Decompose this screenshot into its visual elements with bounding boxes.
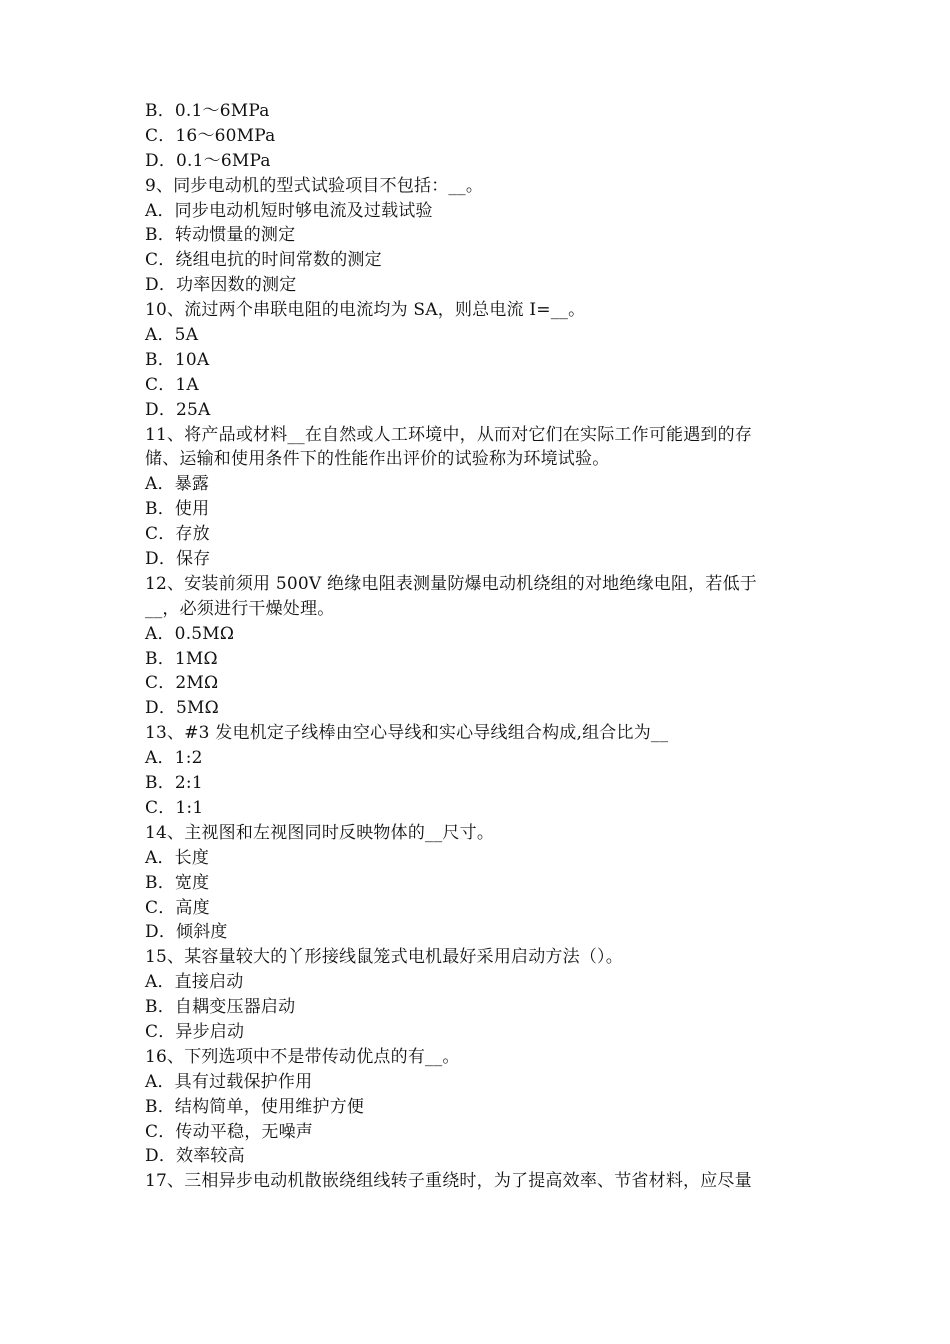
question-17: 17、三相异步电动机散嵌绕组线转子重绕时，为了提高效率、节省材料，应尽量 xyxy=(145,1171,752,1192)
question-14-option-b: B．宽度 xyxy=(145,872,210,893)
question-10-option-b: B．10A xyxy=(145,349,210,370)
question-11-continued: 储、运输和使用条件下的性能作出评价的试验称为环境试验。 xyxy=(145,449,610,470)
question-15-option-b: B．自耦变压器启动 xyxy=(145,997,296,1018)
question-12: 12、安装前须用 500V 绝缘电阻表测量防爆电动机绕组的对地绝缘电阻，若低于 xyxy=(145,573,757,594)
question-15: 15、某容量较大的丫形接线鼠笼式电机最好采用启动方法（）。 xyxy=(145,947,623,968)
question-13-option-a: A．1:2 xyxy=(145,748,203,769)
question-15-option-c: C．异步启动 xyxy=(145,1021,245,1042)
question-10: 10、流过两个串联电阻的电流均为 SA，则总电流 I=__。 xyxy=(145,300,586,321)
option-b-line: B．0.1～6MPa xyxy=(145,101,270,121)
question-9-option-b: B．转动惯量的测定 xyxy=(145,225,296,246)
question-11-option-a: A．暴露 xyxy=(145,474,210,495)
question-12-continued: __，必须进行干燥处理。 xyxy=(145,598,335,619)
question-10-option-c: C．1A xyxy=(145,374,199,395)
question-11: 11、将产品或材料__在自然或人工环境中，从而对它们在实际工作可能遇到的存 xyxy=(145,424,753,445)
question-13-option-c: C．1:1 xyxy=(145,797,204,818)
question-12-option-b: B．1MΩ xyxy=(145,648,218,669)
question-16-option-c: C．传动平稳，无噪声 xyxy=(145,1121,314,1142)
option-c-line: C．16～60MPa xyxy=(145,125,276,146)
question-10-option-a: A．5A xyxy=(145,325,199,346)
question-11-option-b: B．使用 xyxy=(145,499,210,520)
question-14: 14、主视图和左视图同时反映物体的__尺寸。 xyxy=(145,822,495,843)
question-14-option-c: C．高度 xyxy=(145,897,210,918)
question-10-option-d: D．25A xyxy=(145,399,211,420)
question-9-option-c: C．绕组电抗的时间常数的测定 xyxy=(145,250,382,271)
question-9-option-a: A．同步电动机短时够电流及过载试验 xyxy=(145,200,433,221)
question-16-option-a: A．具有过载保护作用 xyxy=(145,1071,313,1092)
question-12-option-a: A．0.5MΩ xyxy=(145,623,235,644)
question-12-option-d: D．5MΩ xyxy=(145,698,219,719)
question-9: 9、同步电动机的型式试验项目不包括：__。 xyxy=(145,175,484,196)
question-15-option-a: A．直接启动 xyxy=(145,972,244,993)
question-9-option-d: D．功率因数的测定 xyxy=(145,275,297,296)
question-11-option-c: C．存放 xyxy=(145,524,210,545)
question-11-option-d: D．保存 xyxy=(145,549,211,570)
question-12-option-c: C．2MΩ xyxy=(145,673,219,694)
question-16-option-d: D．效率较高 xyxy=(145,1146,245,1167)
option-d-line: D．0.1～6MPa xyxy=(145,150,271,171)
question-14-option-d: D．倾斜度 xyxy=(145,922,228,943)
document-body xyxy=(145,99,825,1194)
question-16: 16、下列选项中不是带传动优点的有__。 xyxy=(145,1046,460,1067)
question-13: 13、#3 发电机定子线棒由空心导线和实心导线组合构成,组合比为__ xyxy=(145,723,669,744)
question-16-option-b: B．结构简单，使用维护方便 xyxy=(145,1096,365,1117)
question-14-option-a: A．长度 xyxy=(145,847,210,868)
question-13-option-b: B．2:1 xyxy=(145,773,203,794)
